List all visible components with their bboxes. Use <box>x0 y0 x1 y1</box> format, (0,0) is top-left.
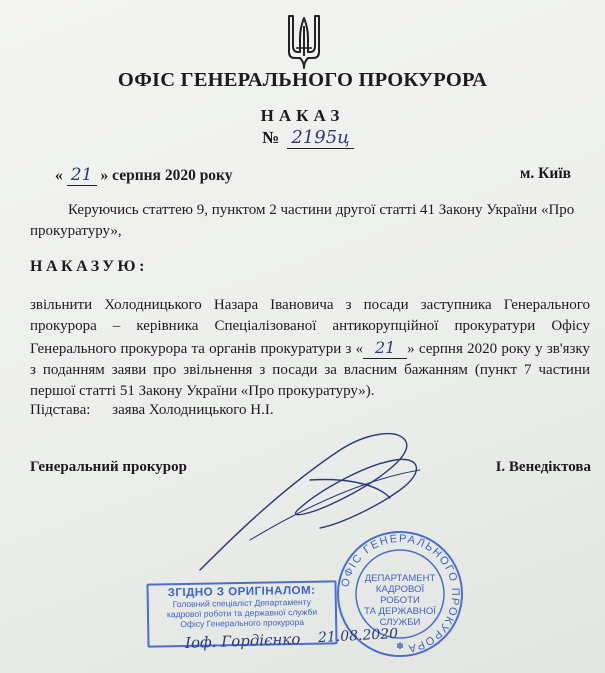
signatory-name: І. Венедіктова <box>495 459 591 475</box>
seal-line-4: СЛУЖБИ <box>379 617 421 628</box>
seal-ring-text: ОФІС ГЕНЕРАЛЬНОГО ПРОКУРОРА <box>339 532 462 655</box>
preamble-paragraph <box>30 200 590 242</box>
city: м. Київ <box>519 165 571 182</box>
order-text-part1: звільнити Холодницького Назара Івановича з посади заступника Генерального прокурора – керівника Спеціалізованої антикорупційної прокуратури Офісу Генерального прокурора та органів прокуратури з « <box>30 297 590 357</box>
copy-stamp-line-3: Офісу Генерального прокурора <box>180 616 305 630</box>
preamble-text: Керуючись статтею 9, пунктом 2 частини другої статті 41 Закону України «Про прокуратуру», <box>30 202 575 239</box>
copy-date: 21.08.2020 <box>317 625 399 647</box>
copy-stamp-line-1: Головний спеціаліст Департаменту <box>172 596 311 610</box>
document-type: НАКАЗ <box>260 106 345 125</box>
basis-value: заява Холодницького Н.І. <box>112 402 274 418</box>
seal-center-text <box>360 573 440 628</box>
office-name: ОФІС ГЕНЕРАЛЬНОГО ПРОКУРОРА <box>117 69 488 91</box>
order-day: 21 <box>363 337 407 359</box>
basis-label: Підстава: <box>30 402 91 418</box>
order-heading: НАКАЗУЮ: <box>30 258 148 275</box>
order-number <box>262 127 354 149</box>
basis-line <box>30 402 274 419</box>
order-paragraph <box>30 295 590 402</box>
date-day: 21 <box>67 165 97 186</box>
seal-line-2: КАДРОВОЇ РОБОТИ <box>375 584 425 606</box>
ukraine-trident-icon <box>286 12 322 70</box>
seal-line-1: ДЕПАРТАМЕНТ <box>364 573 436 584</box>
svg-text:✽: ✽ <box>396 641 404 651</box>
copy-stamp-title: ЗГІДНО З ОРИГІНАЛОМ: <box>167 584 316 600</box>
order-text-part2: » серпня 2020 року у зв'язку з поданням заяви про звільнення з посади за власним бажанням (пункт 7 частини першої статті 51 Закону України «Про прокуратуру»). <box>30 341 590 399</box>
date-open-quote: « <box>55 167 63 184</box>
order-date <box>55 165 233 186</box>
number-value: 2195ц <box>287 127 353 149</box>
number-prefix: № <box>262 128 280 147</box>
signatory-position: Генеральний прокурор <box>30 459 187 475</box>
copy-stamp-line-2: кадрової роботи та державної служби <box>166 606 318 620</box>
seal-line-3: ТА ДЕРЖАВНОЇ <box>364 606 436 617</box>
date-rest: » серпня 2020 року <box>100 167 233 184</box>
copy-signature: Іоф. Гордієнко <box>184 629 301 653</box>
